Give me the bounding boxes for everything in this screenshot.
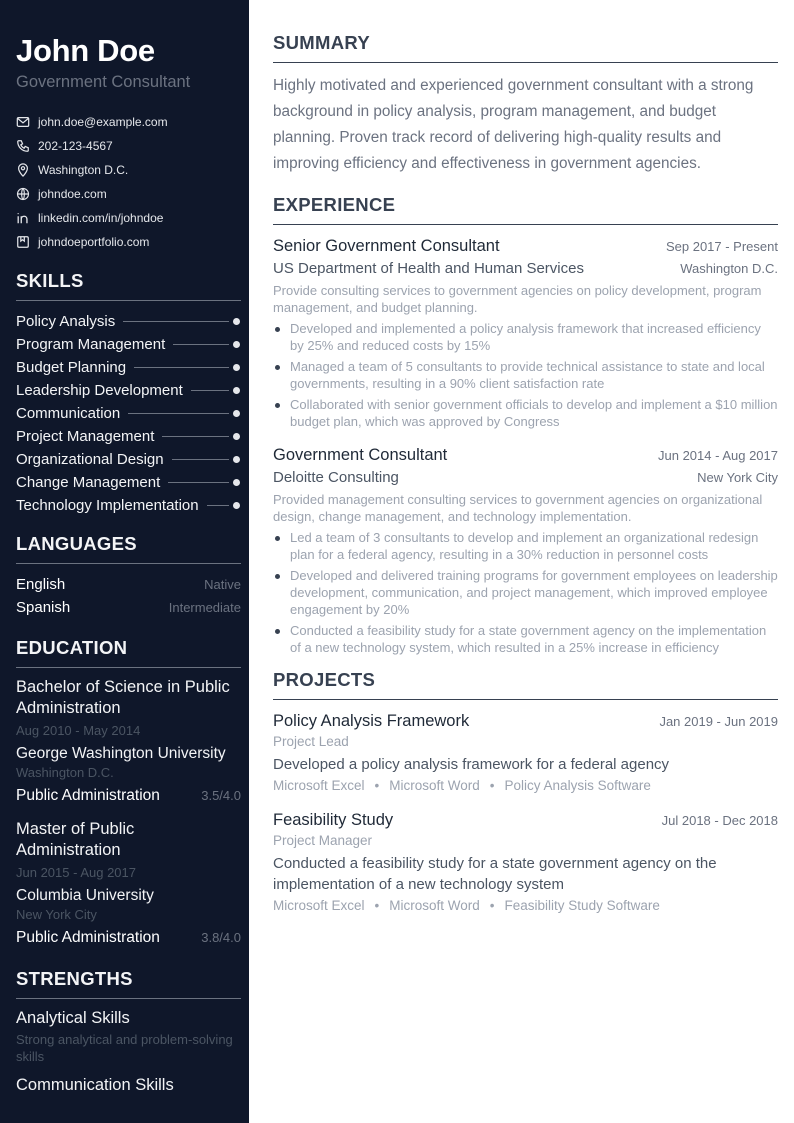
job-org-row [273,257,778,279]
skill-dot [233,456,240,463]
job-bullet: Conducted a feasibility study for a state government agency on the implementation of a new technology system, which resulted in a 25% increase in efficiency [273,622,778,656]
job-bullets [273,320,778,430]
education-heading: EDUCATION [16,637,241,668]
skill-dot [233,433,240,440]
language-level: Intermediate [168,600,241,615]
language-item [16,596,241,619]
education-degree: Master of Public Administration [16,820,135,859]
main-content [273,0,778,915]
job-title: Government Consultant [273,446,448,464]
project-item [273,710,778,795]
language-level: Native [204,577,241,592]
education-major-row [16,928,241,948]
project-tool: Microsoft Excel [273,778,365,793]
location-icon [16,163,30,177]
skill-line [168,482,229,483]
project-dates: Jan 2019 - Jun 2019 [659,714,778,729]
strengths-section [16,968,241,1096]
project-role: Project Lead [273,734,349,749]
skill-line [123,321,229,322]
project-desc: Conducted a feasibility study for a state government agency on the implementation of a new technology system [273,855,717,893]
project-title: Feasibility Study [273,811,394,829]
education-school: George Washington University [16,745,226,762]
skill-item [16,333,241,356]
project-role: Project Manager [273,833,373,848]
job-header [273,235,778,257]
strength-title: Analytical Skills [16,1009,130,1027]
education-major-row [16,786,241,806]
contact-website-text: johndoe.com [38,187,107,201]
job-bullets [273,529,778,656]
skills-section [16,270,241,517]
tool-separator: • [374,778,380,793]
education-major: Public Administration [16,929,160,946]
job-org: Deloitte Consulting [273,469,399,486]
contact-phone[interactable] [16,134,241,158]
contact-phone-text: 202-123-4567 [38,139,113,153]
languages-heading: LANGUAGES [16,533,241,564]
mail-icon [16,115,30,129]
contact-location-text: Washington D.C. [38,163,129,177]
skill-line [128,413,229,414]
summary-text: Highly motivated and experienced government consultant with a strong background in policy analysis, program management, and budget planning. Proven track record of delivering high-quality results and improving efficiency and effectiveness in government agencies. [273,77,754,172]
education-gpa: 3.5/4.0 [201,788,241,803]
project-tools [273,896,778,915]
project-header [273,809,778,831]
job-bullet: Collaborated with senior government officials to develop and implement a $10 million budget plan, which was approved by Congress [273,396,778,430]
project-title: Policy Analysis Framework [273,712,470,730]
strength-item [16,1075,241,1096]
contact-portfolio-text: johndoeportfolio.com [38,235,150,249]
languages-section [16,533,241,619]
education-location: New York City [16,907,97,922]
skill-item [16,379,241,402]
skill-dot [233,502,240,509]
projects-heading: PROJECTS [273,669,778,700]
job-bullet: Developed and delivered training programs for government employees on leadership development, communication, and project management, which improved employee engagement by 20% [273,567,778,618]
globe-icon [16,187,30,201]
language-list [16,573,241,619]
job-desc: Provided management consulting services to government agencies on organizational design, change management, and technology implementation. [273,492,763,524]
projects-section [273,669,778,915]
project-dates: Jul 2018 - Dec 2018 [661,813,778,828]
job-org-row [273,466,778,488]
contact-website[interactable] [16,182,241,206]
skill-item [16,310,241,333]
education-major: Public Administration [16,787,160,804]
skill-item [16,448,241,471]
profile-name: John Doe [16,33,155,68]
job-item [273,235,778,430]
education-section [16,637,241,948]
education-item [16,677,241,806]
tool-separator: • [374,898,380,913]
linkedin-icon [16,211,30,225]
strength-title: Communication Skills [16,1076,174,1094]
contact-location [16,158,241,182]
job-desc: Provide consulting services to government agencies on policy development, program management, and budget planning. [273,283,762,315]
job-location: Washington D.C. [680,261,778,276]
contact-list [16,110,241,254]
skill-line [173,344,229,345]
skill-line [207,505,229,506]
language-name: Spanish [16,599,71,616]
contact-email[interactable] [16,110,241,134]
job-title: Senior Government Consultant [273,237,500,255]
education-location: Washington D.C. [16,765,114,780]
skill-dot [233,341,240,348]
strength-desc: Strong analytical and problem-solving skills [16,1032,233,1064]
skill-item [16,425,241,448]
skill-item [16,356,241,379]
project-desc: Developed a policy analysis framework for a federal agency [273,756,670,773]
profile-title: Government Consultant [16,73,191,91]
skill-list [16,310,241,517]
project-header [273,710,778,732]
portfolio-icon [16,235,30,249]
job-bullet: Led a team of 3 consultants to develop and implement an organizational redesign plan for a federal agency, resulting in a 30% reduction in personnel costs [273,529,778,563]
summary-heading: SUMMARY [273,32,778,63]
job-header [273,444,778,466]
skill-dot [233,410,240,417]
summary-section [273,32,778,177]
skill-label: Communication [16,405,121,422]
project-tool: Microsoft Excel [273,898,365,913]
skill-label: Program Management [16,336,166,353]
skill-dot [233,479,240,486]
sidebar [0,0,249,1123]
skill-label: Budget Planning [16,359,127,376]
education-school: Columbia University [16,887,154,904]
skill-item [16,402,241,425]
skill-line [134,367,229,368]
skills-heading: SKILLS [16,270,241,301]
contact-linkedin[interactable] [16,206,241,230]
skill-label: Leadership Development [16,382,183,399]
tool-separator: • [489,898,495,913]
tool-separator: • [489,778,495,793]
language-item [16,573,241,596]
education-dates: Aug 2010 - May 2014 [16,723,141,738]
experience-heading: EXPERIENCE [273,194,778,225]
project-item [273,809,778,915]
job-org: US Department of Health and Human Services [273,260,584,277]
job-bullet: Managed a team of 5 consultants to provide technical assistance to state and local governments, resulting in a 90% client satisfaction rate [273,358,778,392]
skill-item [16,471,241,494]
project-tool: Policy Analysis Software [504,778,651,793]
job-dates: Jun 2014 - Aug 2017 [658,448,778,463]
education-degree: Bachelor of Science in Public Administration [16,678,230,717]
skill-dot [233,364,240,371]
job-bullet: Developed and implemented a policy analysis framework that increased efficiency by 25% and reduced costs by 15% [273,320,778,354]
project-tool: Microsoft Word [389,778,480,793]
phone-icon [16,139,30,153]
skill-label: Technology Implementation [16,497,199,514]
skill-label: Project Management [16,428,155,445]
contact-email-text: john.doe@example.com [38,115,168,129]
skill-label: Policy Analysis [16,313,116,330]
skill-dot [233,387,240,394]
strength-item [16,1008,241,1065]
project-tool: Feasibility Study Software [504,898,660,913]
skill-dot [233,318,240,325]
education-gpa: 3.8/4.0 [201,930,241,945]
project-tool: Microsoft Word [389,898,480,913]
skill-line [191,390,229,391]
skill-line [172,459,229,460]
skill-line [162,436,229,437]
language-name: English [16,576,66,593]
job-dates: Sep 2017 - Present [665,239,778,254]
strengths-heading: STRENGTHS [16,968,241,999]
contact-linkedin-text: linkedin.com/in/johndoe [38,211,164,225]
job-item [273,444,778,656]
education-item [16,819,241,948]
experience-section [273,194,778,656]
contact-portfolio[interactable] [16,230,241,254]
skill-label: Organizational Design [16,451,164,468]
skill-label: Change Management [16,474,161,491]
job-location: New York City [697,470,778,485]
skill-item [16,494,241,517]
education-dates: Jun 2015 - Aug 2017 [16,865,136,880]
project-tools [273,776,778,795]
